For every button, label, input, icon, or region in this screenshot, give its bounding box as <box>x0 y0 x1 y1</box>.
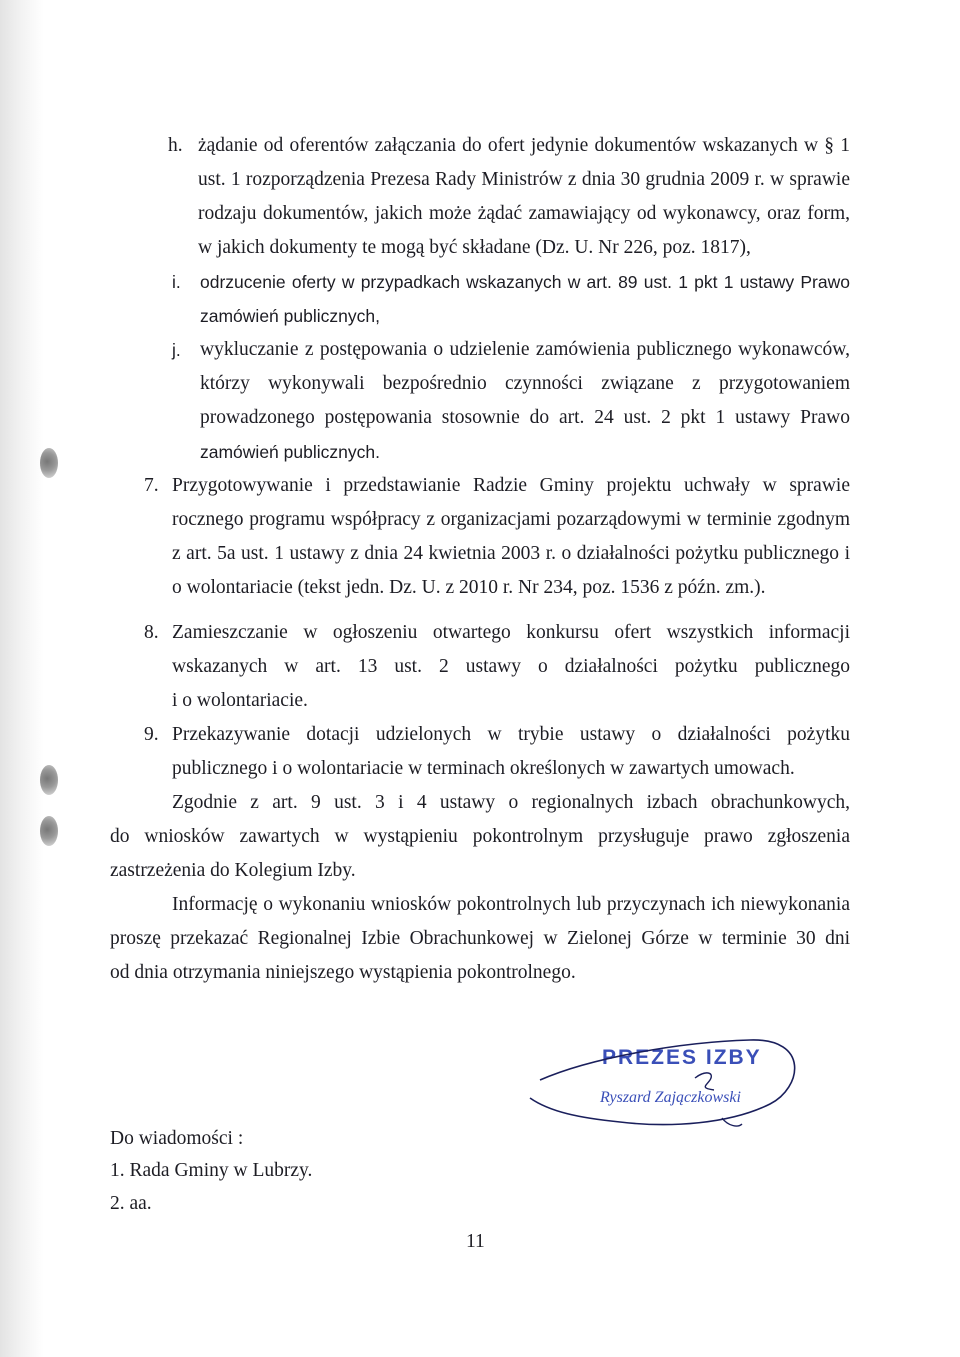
prezes-stamp-signature <box>510 1028 800 1138</box>
item-h-line-2: ust. 1 rozporządzenia Prezesa Rady Ministrów z dnia 30 grudnia 2009 r. w sprawie <box>198 169 850 190</box>
scan-edge-shadow <box>0 0 44 1357</box>
paragraph-2-line-1: Informację o wykonaniu wniosków pokontrolnych lub przyczynach ich niewykonania <box>172 894 850 915</box>
item-7-line-1: Przygotowywanie i przedstawianie Radzie Gminy projektu uchwały w sprawie <box>172 475 850 496</box>
punch-hole <box>40 816 58 846</box>
stamp-title: PREZES IZBY <box>602 1046 762 1069</box>
distribution-heading: Do wiadomości : <box>110 1128 244 1149</box>
item-9-line-2: publicznego i o wolontariacie w terminach określonych w zawartych umowach. <box>172 758 795 779</box>
item-9-line-1: Przekazywanie dotacji udzielonych w trybie ustawy o działalności pożytku <box>172 724 850 745</box>
paragraph-1-line-1: Zgodnie z art. 9 ust. 3 i 4 ustawy o regionalnych izbach obrachunkowych, <box>172 792 850 813</box>
item-7-line-3: z art. 5a ust. 1 ustawy z dnia 24 kwietnia 2003 r. o działalności pożytku publicznego i <box>172 543 850 564</box>
distribution-item: 2. aa. <box>110 1193 152 1214</box>
item-8-line-3: i o wolontariacie. <box>172 690 308 711</box>
paragraph-2-line-3: od dnia otrzymania niniejszego wystąpienia pokontrolnego. <box>110 962 576 983</box>
item-i-line-2: zamówień publicznych, <box>200 306 380 326</box>
item-7-line-2: rocznego programu współpracy z organizacjami pozarządowymi w terminie zgodnym <box>172 509 850 530</box>
item-h-line-4: w jakich dokumenty te mogą być składane (Dz. U. Nr 226, poz. 1817), <box>198 237 751 258</box>
list-marker-i: i. <box>172 272 181 292</box>
paragraph-1-line-3: zastrzeżenia do Kolegium Izby. <box>110 860 356 881</box>
list-marker-h: h. <box>168 135 183 156</box>
list-marker-7: 7. <box>144 475 159 496</box>
list-marker-j: j. <box>172 340 181 360</box>
punch-hole <box>40 765 58 795</box>
page-number: 11 <box>466 1231 485 1252</box>
item-8-line-2: wskazanych w art. 13 ust. 2 ustawy o działalności pożytku publicznego <box>172 656 850 677</box>
stamp-name: Ryszard Zajączkowski <box>600 1089 741 1106</box>
signature-stroke <box>695 1073 714 1090</box>
item-i-line-1: odrzucenie oferty w przypadkach wskazanych w art. 89 ust. 1 pkt 1 ustawy Prawo <box>200 272 850 292</box>
item-h-line-3: rodzaju dokumentów, jakich może żądać zamawiający od wykonawcy, oraz form, <box>198 203 850 224</box>
paragraph-2-line-2: proszę przekazać Regionalnej Izbie Obrachunkowej w Zielonej Górze w terminie 30 dni <box>110 928 850 949</box>
list-marker-9: 9. <box>144 724 159 745</box>
item-h-line-1: żądanie od oferentów załączania do ofert jedynie dokumentów wskazanych w § 1 <box>198 135 850 156</box>
punch-hole <box>40 448 58 478</box>
item-8-line-1: Zamieszczanie w ogłoszeniu otwartego konkursu ofert wszystkich informacji <box>172 622 850 643</box>
list-marker-8: 8. <box>144 622 159 643</box>
item-j-line-2: którzy wykonywali bezpośrednio czynności związane z przygotowaniem <box>200 373 850 394</box>
distribution-item: 1. Rada Gminy w Lubrzy. <box>110 1160 313 1181</box>
item-7-line-4: o wolontariacie (tekst jedn. Dz. U. z 2010 r. Nr 234, poz. 1536 z późn. zm.). <box>172 577 766 598</box>
item-j-line-4: zamówień publicznych. <box>200 442 380 462</box>
paragraph-1-line-2: do wniosków zawartych w wystąpieniu pokontrolnym przysługuje prawo zgłoszenia <box>110 826 850 847</box>
item-j-line-1: wykluczanie z postępowania o udzielenie zamówienia publicznego wykonawców, <box>200 339 850 360</box>
item-j-line-3: prowadzonego postępowania stosownie do art. 24 ust. 2 pkt 1 ustawy Prawo <box>200 407 850 428</box>
